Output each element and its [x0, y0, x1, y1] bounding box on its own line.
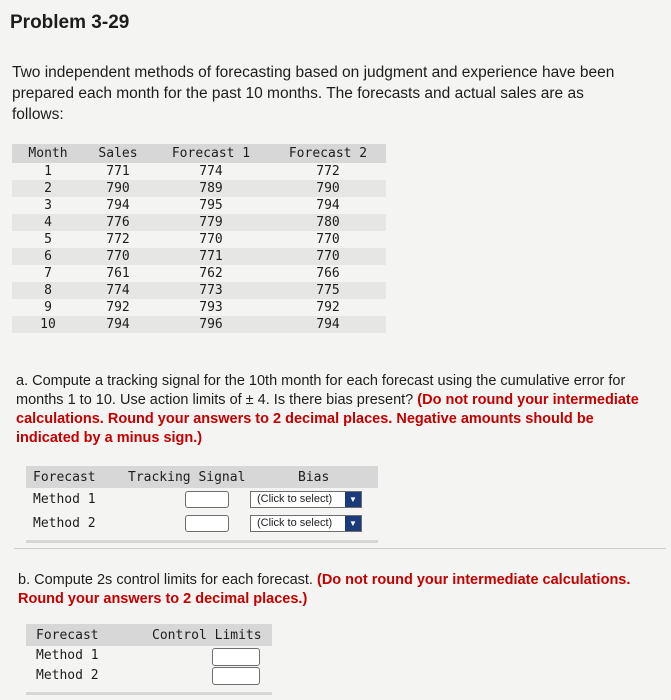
control-limits-grid: [26, 624, 272, 695]
part-b-instructions: (Do not round your intermediate calculations. Round your answers to 2 decimal places.): [18, 572, 631, 607]
table-row: 4 776 779 780: [12, 214, 386, 231]
grid-a-bottom-bar: [26, 540, 378, 543]
col-forecast-1: Forecast 1: [152, 144, 270, 163]
part-a-instructions: (Do not round your intermediate calculations. Round your answers to 2 decimal places. Negative amounts should be indicated by a minus sign.): [16, 392, 639, 446]
col-sales: Sales: [84, 144, 152, 163]
tracking-signal-grid: [26, 466, 378, 543]
problem-title: Problem 3-29: [10, 12, 130, 33]
table-row: 1 771 774 772: [44, 164, 340, 179]
dropdown-arrow-icon[interactable]: ▼: [345, 516, 361, 531]
table-row: 9 792 793 792: [44, 300, 340, 315]
method-1-row: [26, 488, 378, 512]
method-1-label: Method 1: [33, 492, 96, 507]
method-2-bias-select[interactable]: [250, 515, 362, 532]
method-1-control-limit-input[interactable]: [212, 648, 260, 666]
grid-b-bottom-bar: [26, 692, 272, 695]
method-2-row: [26, 666, 272, 686]
part-b-question: [18, 571, 658, 609]
method-2-label: Method 2: [36, 668, 99, 683]
method-2-tracking-signal-input[interactable]: [185, 515, 229, 532]
problem-intro: Two independent methods of forecasting based on judgment and experience have been prepared each month for the past 10 months. The forecasts and actual sales are as follows:: [12, 64, 615, 123]
table-row: 5 772 770 770: [44, 232, 340, 247]
grid-b-header: [26, 624, 272, 646]
table-row: 3 794 795 794: [44, 198, 340, 213]
method-1-tracking-signal-input[interactable]: [185, 491, 229, 508]
method-2-bias-value: (Click to select): [257, 517, 333, 529]
sales-forecast-table: [12, 144, 386, 333]
method-2-row: [26, 512, 378, 536]
table-row: 10 794 796 794: [12, 316, 386, 333]
method-2-control-limit-input[interactable]: [212, 667, 260, 685]
method-1-bias-select[interactable]: [250, 491, 362, 508]
table-row: 2 790 789 790: [12, 180, 386, 197]
part-a-text: a. Compute a tracking signal for the 10th month for each forecast using the cumulative error for months 1 to 10. Use action limits of ± 4. Is there bias present?: [16, 373, 626, 408]
method-1-bias-value: (Click to select): [257, 493, 333, 505]
method-1-label: Method 1: [36, 648, 99, 663]
dropdown-arrow-icon[interactable]: ▼: [345, 492, 361, 507]
table-row: 8 774 773 775: [12, 282, 386, 299]
divider: [14, 548, 666, 549]
header-tracking-signal: Tracking Signal: [128, 470, 246, 485]
header-bias: Bias: [298, 470, 330, 485]
col-forecast-2: Forecast 2: [270, 144, 386, 163]
header-forecast: Forecast: [36, 628, 99, 643]
table-row: 6 770 771 770: [12, 248, 386, 265]
header-control-limits: Control Limits: [152, 628, 262, 643]
header-forecast: Forecast: [33, 470, 96, 485]
method-1-row: [26, 646, 272, 666]
part-a-question: [16, 372, 656, 448]
col-month: Month: [12, 144, 84, 163]
table-row: 7 761 762 766: [44, 266, 340, 281]
method-2-label: Method 2: [33, 516, 96, 531]
grid-a-header: [26, 466, 378, 488]
part-b-text: b. Compute 2s control limits for each forecast.: [18, 572, 313, 588]
